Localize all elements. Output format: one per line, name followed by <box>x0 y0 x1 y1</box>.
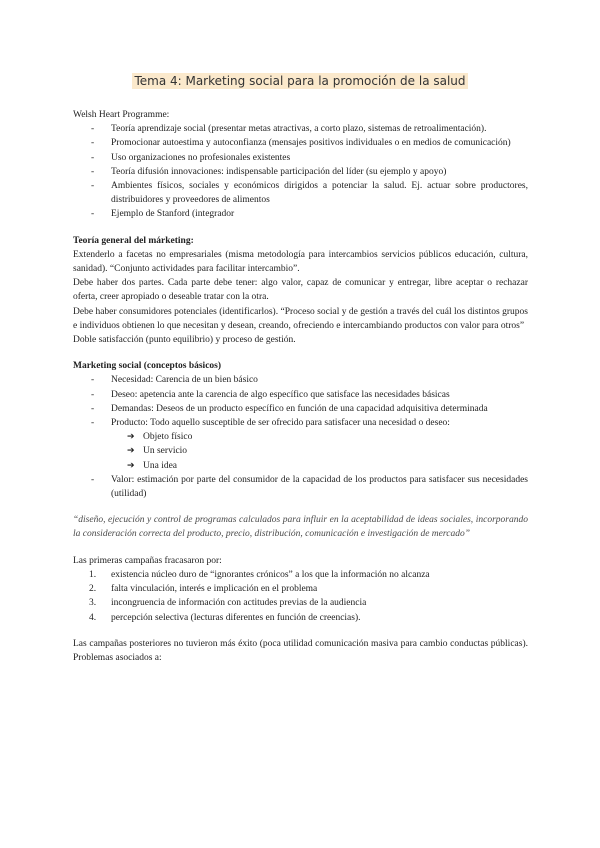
sub-list-item-label: Una idea <box>143 460 178 471</box>
item-text: incongruencia de información con actitudes previas de la audiencia <box>111 598 367 609</box>
list-item: - Uso organizaciones no profesionales existentes <box>73 151 528 165</box>
campaigns-list <box>73 568 528 625</box>
sub-list-item-label: Un servicio <box>143 446 188 457</box>
welsh-list <box>73 122 528 221</box>
concepts-list-continued <box>73 473 528 501</box>
item-number: 3. <box>89 598 97 609</box>
welsh-heading: Welsh Heart Programme: <box>73 110 170 120</box>
document-body <box>73 108 528 665</box>
list-item: - Teoría difusión innovaciones: indispensable participación del líder (su ejemplo y apoyo) <box>73 165 528 179</box>
spacer <box>73 222 528 234</box>
spacer <box>73 347 528 359</box>
item-text: percepción selectiva (lecturas diferentes en función de creencias). <box>111 612 361 623</box>
sub-list-item-label: Objeto físico <box>143 432 193 443</box>
list-item <box>73 582 528 596</box>
list-item: - Ambientes físicos, sociales y económicos dirigidos a potenciar la salud. Ej. actuar sobre productores, distribuidores y proveedores de alimentos <box>73 179 528 207</box>
product-types-list <box>73 430 528 473</box>
campaigns-heading: Las primeras campañas fracasaron por: <box>73 555 222 566</box>
list-item: - Demandas: Deseos de un producto específico en función de una capacidad adquisitiva determinada <box>73 402 528 416</box>
title-highlight: Tema 4: Marketing social para la promoción de la salud <box>134 74 466 88</box>
list-item: - Producto: Todo aquello susceptible de ser ofrecido para satisfacer una necesidad o deseo: <box>73 416 528 430</box>
definition-quote: “diseño, ejecución y control de programas calculados para influir en la aceptabilidad de ideas sociales, incorporando la consideración correcta del producto, precio, distribución, comunicación e investigación de mercado” <box>73 515 528 540</box>
list-item <box>73 596 528 610</box>
spacer <box>73 625 528 637</box>
marketing-social-heading: Marketing social (conceptos básicos) <box>73 361 222 372</box>
list-item: - Deseo: apetencia ante la carencia de algo específico que satisface las necesidades básicas <box>73 388 528 402</box>
list-item <box>73 568 528 582</box>
paragraph: Doble satisfacción (punto equilibrio) y proceso de gestión. <box>73 335 296 346</box>
paragraph: Debe haber consumidores potenciales (identificarlos). “Proceso social y de gestión a través del cuál los distintos grupos e individuos obtienen lo que necesitan y desean, creando, ofreciendo e intercambiando productos con valor para otros” <box>73 306 528 331</box>
item-text: falta vinculación, interés e implicación en el problema <box>111 584 318 595</box>
spacer <box>73 501 528 513</box>
item-number: 1. <box>89 569 97 580</box>
arrow-icon: ➔ <box>127 432 135 443</box>
list-item: - Ejemplo de Stanford (integrador <box>73 207 528 221</box>
list-item: - Promocionar autoestima y autoconfianza (mensajes positivos individuales o en medios de comunicación) <box>73 136 528 150</box>
sub-list-item <box>73 430 528 444</box>
sub-list-item <box>73 459 528 473</box>
list-item <box>73 611 528 625</box>
page-title <box>0 74 600 88</box>
paragraph: Extenderlo a facetas no empresariales (misma metodología para intercambios servicios públicos educación, cultura, sanidad). “Conjunto actividades para facilitar intercambio”. <box>73 249 528 275</box>
list-item: - Necesidad: Carencia de un bien básico <box>73 373 528 387</box>
paragraph: Debe haber dos partes. Cada parte debe tener: algo valor, capaz de comunicar y entregar, libre aceptar o rechazar oferta, creer apropiado o deseable tratar con la otra. <box>73 278 528 303</box>
arrow-icon: ➔ <box>127 446 135 457</box>
list-item: - Teoría aprendizaje social (presentar metas atractivas, a corto plazo, sistemas de retroalimentación). <box>73 122 528 136</box>
item-text: existencia núcleo duro de “ignorantes crónicos” a los que la información no alcanza <box>111 569 430 580</box>
sub-list-item <box>73 444 528 458</box>
list-item: - Valor: estimación por parte del consumidor de la capacidad de los productos para satisfacer sus necesidades (utilidad) <box>73 473 528 501</box>
spacer <box>73 542 528 554</box>
item-number: 4. <box>89 612 97 623</box>
teoria-heading: Teoría general del márketing: <box>73 235 194 246</box>
final-paragraph: Las campañas posteriores no tuvieron más éxito (poca utilidad comunicación masiva para cambio conductas públicas). Problemas asociados a: <box>73 638 528 663</box>
item-number: 2. <box>89 584 97 595</box>
arrow-icon: ➔ <box>127 460 135 471</box>
concepts-list <box>73 373 528 430</box>
